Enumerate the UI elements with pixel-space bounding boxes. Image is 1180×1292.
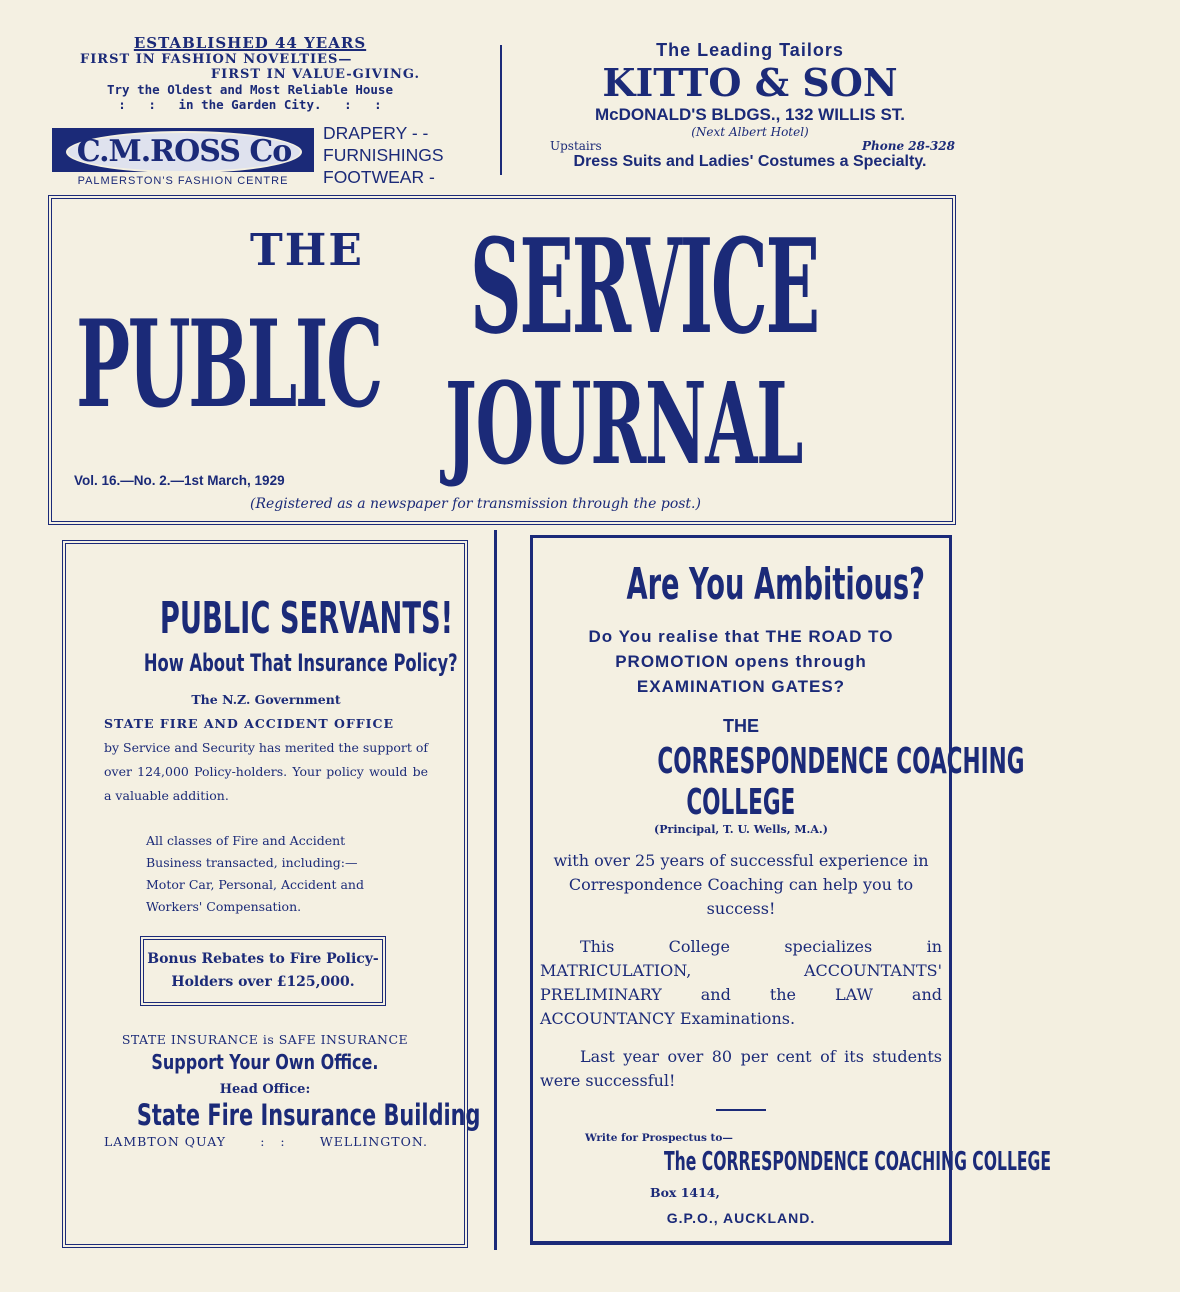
state-classes: All classes of Fire and Accident Business transacted, including:— Motor Car, Personal, Accident and Workers' Compensation.: [146, 833, 364, 914]
established-text: ESTABLISHED 44 YEARS: [133, 34, 367, 52]
college-question: Do You realise that THE ROAD TO PROMOTION opens through EXAMINATION GATES?: [588, 627, 894, 696]
state-safe: STATE INSURANCE is SAFE INSURANCE: [121, 1032, 409, 1047]
addr-sep: : :: [260, 1134, 286, 1149]
masthead-the: THE: [250, 225, 364, 276]
ross-item: FOOTWEAR -: [323, 167, 435, 187]
bonus-box: Bonus Rebates to Fire Policy-Holders over £125,000.: [140, 936, 386, 1006]
college-experience: with over 25 years of successful experience in Correspondence Coaching can help you to success!: [553, 851, 929, 918]
state-office: STATE FIRE AND ACCIDENT OFFICE: [104, 716, 394, 731]
state-support: Support Your Own Office.: [151, 1050, 379, 1074]
addr-left: LAMBTON QUAY: [104, 1134, 226, 1149]
kitto-near: (Next Albert Hotel): [691, 125, 809, 139]
ross-logo-oval: C.M.ROSS Co: [66, 131, 302, 173]
college-specializes: This College specializes in MATRICULATION, ACCOUNTANTS' PRELIMINARY and the LAW and ACCOUNTANCY Examinations.: [540, 937, 942, 1028]
ross-line4: : : in the Garden City. : :: [118, 97, 382, 112]
kitto-tagline: The Leading Tailors: [656, 40, 844, 60]
college-gpo: G.P.O., AUCKLAND.: [666, 1210, 816, 1226]
college-footer-name: The CORRESPONDENCE COACHING COLLEGE: [664, 1147, 1052, 1177]
ad-divider: [500, 45, 502, 175]
addr-right: WELLINGTON.: [319, 1134, 428, 1149]
ross-item: FURNISHINGS: [323, 145, 444, 165]
kitto-address: McDONALD'S BLDGS., 132 WILLIS ST.: [594, 105, 906, 124]
column-divider: [494, 530, 497, 1250]
college-ad-column: [535, 556, 1052, 1227]
ross-item: DRAPERY - -: [323, 123, 429, 143]
state-headline: PUBLIC SERVANTS!: [159, 593, 454, 644]
kitto-ad: [545, 40, 955, 171]
ross-line1: FIRST IN FASHION NOVELTIES—: [80, 52, 353, 67]
rule: [716, 1109, 766, 1111]
state-head-office: Head Office:: [219, 1082, 311, 1097]
college-last-year: Last year over 80 per cent of its students were successful!: [540, 1047, 942, 1090]
masthead-journal: JOURNAL: [445, 359, 803, 490]
ross-line3: Try the Oldest and Most Reliable House: [107, 82, 393, 97]
state-subhead: How About That Insurance Policy?: [143, 649, 458, 677]
college-name2: COLLEGE: [686, 782, 796, 823]
state-body: by Service and Security has merited the support of over 124,000 Policy-holders. Your policy would be a valuable addition.: [104, 740, 428, 803]
college-write: Write for Prospectus to—: [585, 1132, 733, 1144]
ross-logo: [52, 128, 314, 172]
state-gov: The N.Z. Government: [191, 692, 341, 707]
ross-ad: [60, 34, 440, 112]
ross-line2: FIRST IN VALUE-GIVING.: [210, 67, 420, 82]
masthead-public: PUBLIC: [76, 294, 381, 435]
college-the: THE: [723, 716, 759, 736]
kitto-upstairs: Upstairs: [550, 139, 602, 153]
ross-items: [323, 122, 444, 188]
masthead-service: SERVICE: [470, 210, 818, 363]
college-name1: CORRESPONDENCE COACHING: [657, 741, 1025, 782]
state-ad-column: [70, 590, 481, 1150]
state-building: State Fire Insurance Building: [136, 1098, 481, 1132]
college-headline: Are You Ambitious?: [626, 559, 925, 610]
registered-note: (Registered as a newspaper for transmission through the post.): [250, 496, 701, 512]
kitto-name: KITTO & SON: [602, 60, 898, 105]
kitto-phone: Phone 28-328: [861, 139, 955, 153]
kitto-specialty: Dress Suits and Ladies' Costumes a Specialty.: [573, 153, 927, 170]
ross-logo-sub: PALMERSTON'S FASHION CENTRE: [77, 175, 289, 187]
college-principal: (Principal, T. U. Wells, M.A.): [654, 823, 828, 836]
college-box: Box 1414,: [650, 1185, 720, 1200]
issue-info: Vol. 16.—No. 2.—1st March, 1929: [74, 473, 285, 488]
